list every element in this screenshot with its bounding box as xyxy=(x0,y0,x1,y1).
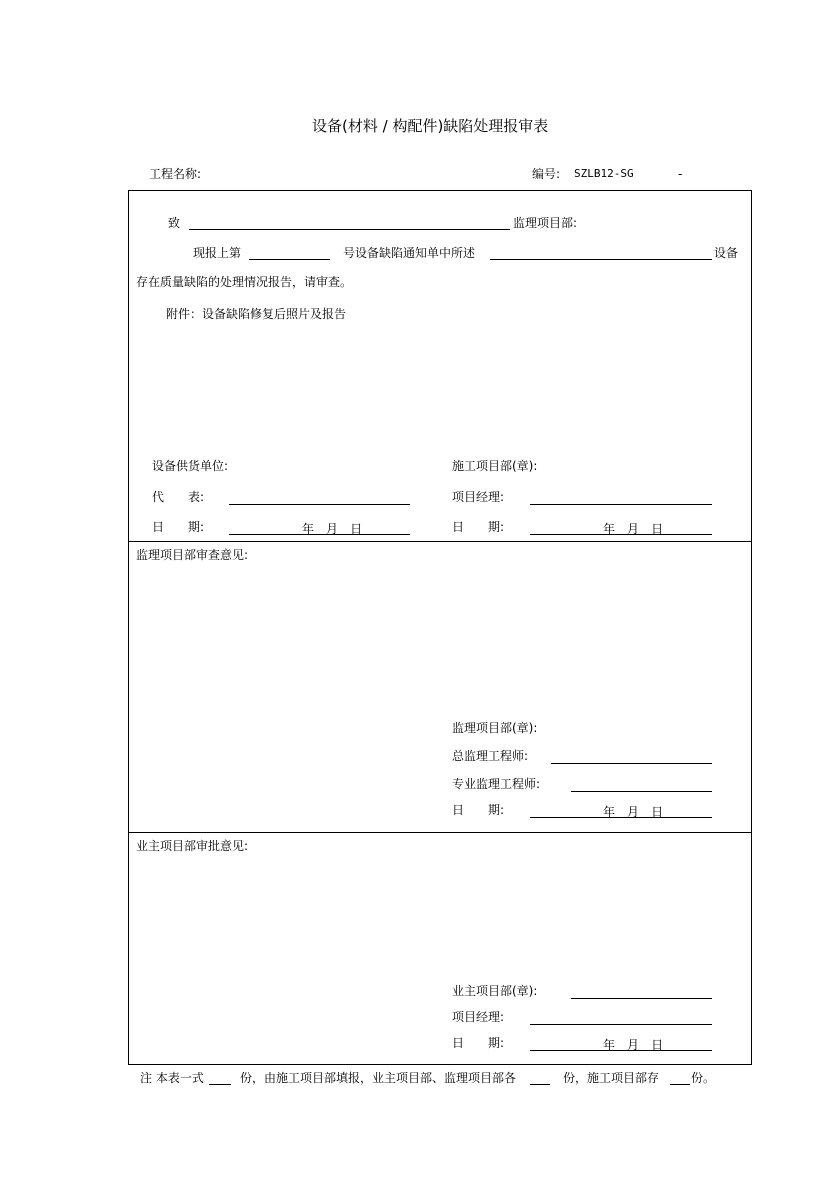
date-label: 日 期: xyxy=(452,520,505,534)
to-suffix: 监理项目部: xyxy=(513,216,578,230)
specialist-engineer-field[interactable] xyxy=(571,791,712,792)
representative-field[interactable] xyxy=(229,504,410,505)
to-field[interactable] xyxy=(189,229,510,230)
chief-engineer-field[interactable] xyxy=(551,763,712,764)
owner-pm-field[interactable] xyxy=(530,1024,712,1025)
date-label: 日 期: xyxy=(152,520,205,534)
report-text-b: 号设备缺陷通知单中所述 xyxy=(343,246,476,260)
supervision-stamp-label: 监理项目部(章): xyxy=(452,721,538,735)
footer-text-a: 注 本表一式 xyxy=(140,1071,204,1085)
representative-label: 代 表: xyxy=(152,490,205,504)
number-value: SZLB12-SG xyxy=(574,167,634,180)
date-ymd: 年 月 日 xyxy=(302,522,363,536)
specialist-engineer-label: 专业监理工程师: xyxy=(452,777,541,791)
footer-text-c: 份，施工项目部存 xyxy=(563,1071,660,1085)
owner-stamp-label: 业主项目部(章): xyxy=(452,984,538,998)
date-ymd: 年 月 日 xyxy=(603,522,664,536)
date-ymd: 年 月 日 xyxy=(603,805,664,819)
supervision-opinion-heading: 监理项目部审查意见: xyxy=(136,548,249,562)
contractor-stamp-label: 施工项目部(章): xyxy=(452,459,538,473)
divider xyxy=(128,832,752,833)
attachment-text: 附件：设备缺陷修复后照片及报告 xyxy=(166,307,347,321)
date-label: 日 期: xyxy=(452,803,505,817)
report-text-d: 存在质量缺陷的处理情况报告，请审查。 xyxy=(136,275,353,289)
report-text-a: 现报上第 xyxy=(193,246,242,260)
number-suffix: - xyxy=(678,167,683,181)
number-label: 编号: xyxy=(532,167,561,181)
copies-each-field[interactable] xyxy=(530,1084,550,1085)
project-manager-label: 项目经理: xyxy=(452,490,505,504)
to-label: 致 xyxy=(168,216,181,230)
date-label: 日 期: xyxy=(452,1036,505,1050)
notice-number-field[interactable] xyxy=(249,259,330,260)
date-ymd: 年 月 日 xyxy=(603,1038,664,1052)
project-manager-field[interactable] xyxy=(530,504,712,505)
form-title: 设备(材料 / 构配件)缺陷处理报审表 xyxy=(312,117,549,135)
project-name-label: 工程名称: xyxy=(149,167,202,181)
supplier-label: 设备供货单位: xyxy=(152,459,229,473)
copies-total-field[interactable] xyxy=(209,1084,231,1085)
owner-opinion-heading: 业主项目部审批意见: xyxy=(136,839,249,853)
footer-text-b: 份，由施工项目部填报，业主项目部、监理项目部各 xyxy=(240,1071,517,1085)
footer-text-d: 份。 xyxy=(691,1071,716,1085)
copies-kept-field[interactable] xyxy=(670,1084,690,1085)
equipment-field[interactable] xyxy=(490,259,712,260)
divider xyxy=(128,541,752,542)
report-text-c: 设备 xyxy=(714,246,739,260)
owner-pm-label: 项目经理: xyxy=(452,1010,505,1024)
form-table xyxy=(128,190,752,1065)
chief-engineer-label: 总监理工程师: xyxy=(452,749,529,763)
owner-stamp-field[interactable] xyxy=(571,998,712,999)
